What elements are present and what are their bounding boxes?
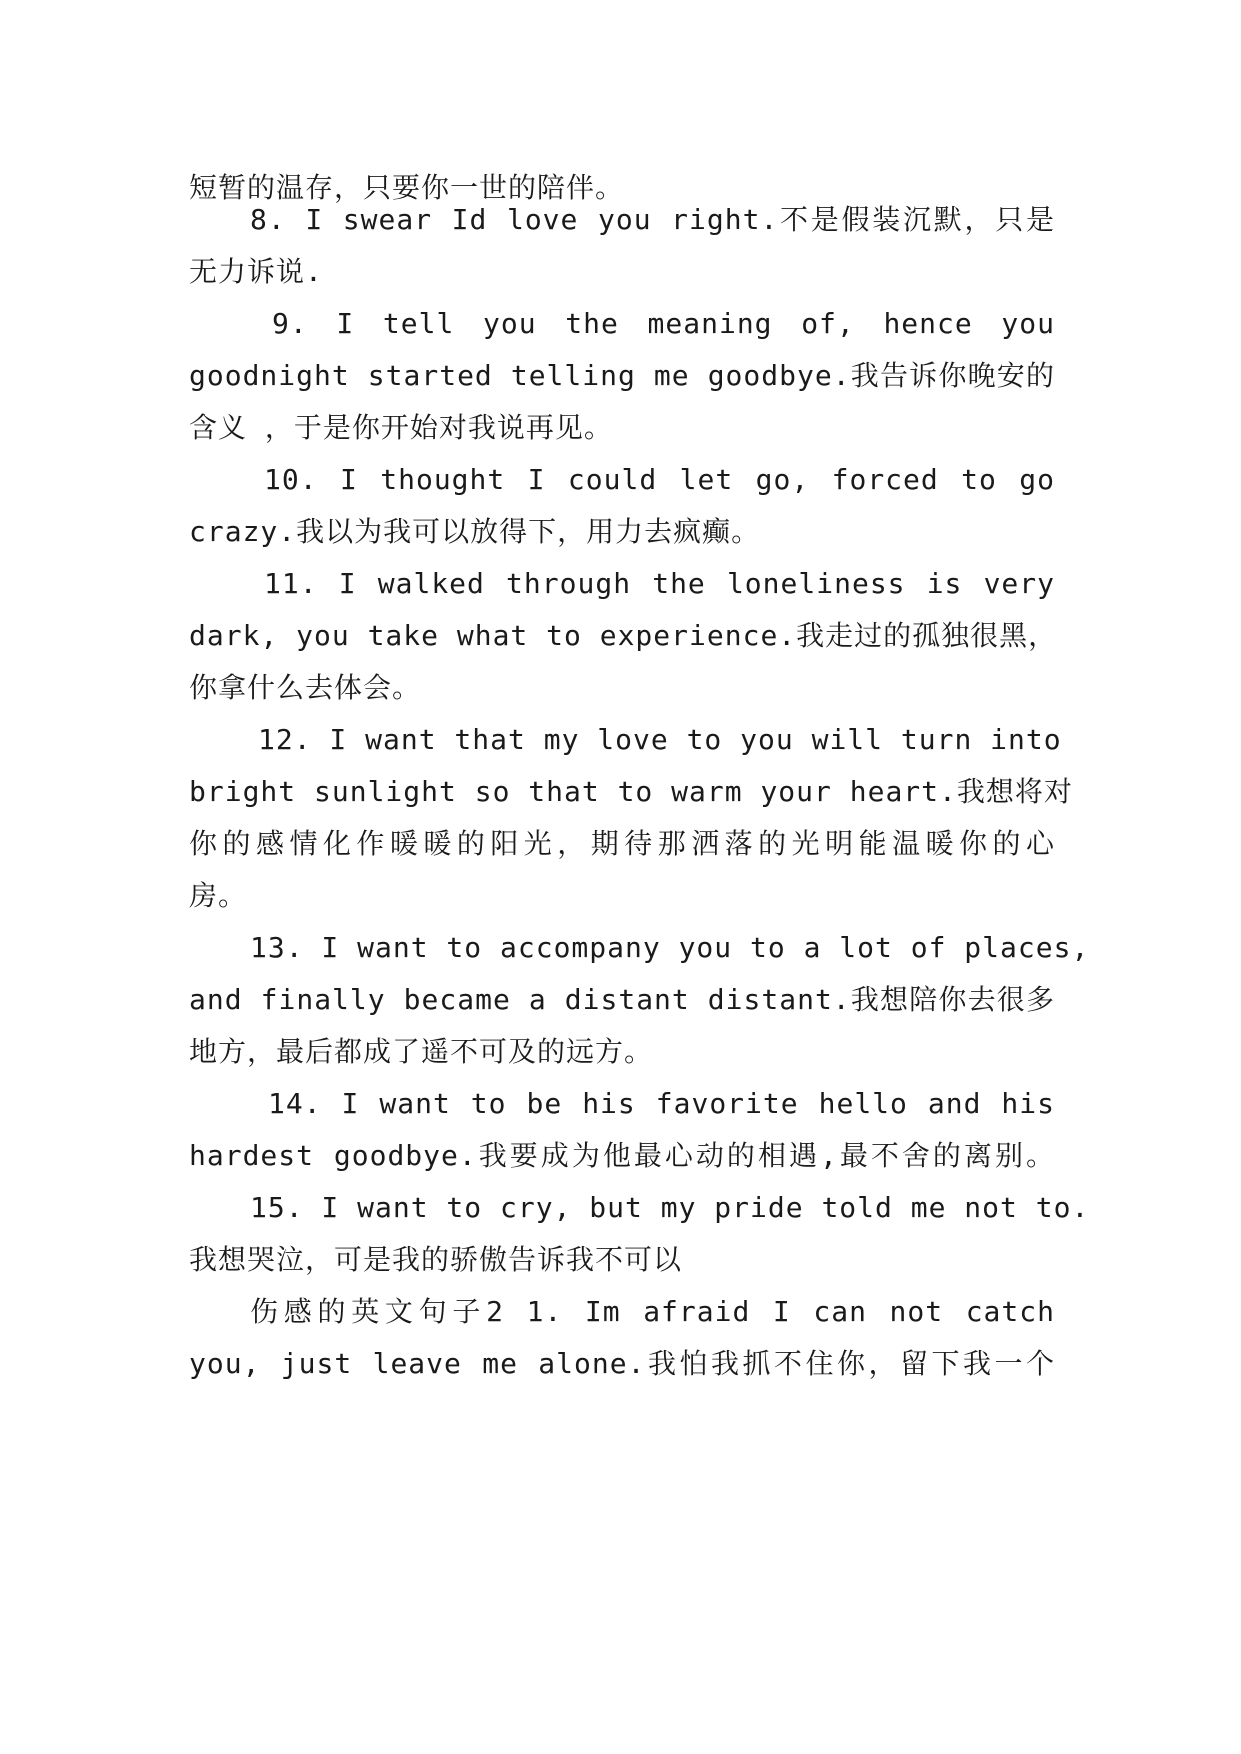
text-line: you, just leave me alone.我怕我抓不住你，留下我一个 [189, 1347, 1055, 1380]
text-line: 14. I want to be his favorite hello and his [268, 1087, 1055, 1120]
text-line: and finally became a distant distant.我想陪你去很多 [189, 983, 1055, 1016]
text-line: bright sunlight so that to warm your heart.我想将对 [189, 775, 1073, 808]
text-line: 短暂的温存，只要你一世的陪伴。 [189, 171, 625, 204]
text-line: crazy.我以为我可以放得下，用力去疯癫。 [189, 515, 761, 548]
text-line: 12. I want that my love to you will turn into [258, 723, 1062, 756]
text-line: 我想哭泣，可是我的骄傲告诉我不可以 [189, 1243, 683, 1276]
text-line: 8. I swear Id love you right.不是假装沉默，只是 [250, 203, 1055, 236]
text-line: goodnight started telling me goodbye.我告诉你晚安的 [189, 359, 1055, 392]
text-line: 含义 ，于是你开始对我说再见。 [189, 411, 613, 444]
text-line: hardest goodbye.我要成为他最心动的相遇,最不舍的离别。 [189, 1139, 1055, 1172]
text-line: 无力诉说. [189, 255, 323, 288]
text-line: 你的感情化作暖暖的阳光，期待那洒落的光明能温暖你的心 [189, 827, 1055, 860]
text-line: 你拿什么去体会。 [189, 671, 422, 704]
text-line: 10. I thought I could let go, forced to go [264, 463, 1055, 496]
text-line: dark, you take what to experience.我走过的孤独很黑， [189, 619, 1058, 652]
text-line: 地方，最后都成了遥不可及的远方。 [189, 1035, 654, 1068]
text-line: 9. I tell you the meaning of, hence you [272, 307, 1055, 340]
text-line: 房。 [189, 879, 248, 912]
text-line: 11. I walked through the loneliness is very [264, 567, 1055, 600]
text-line: 15. I want to cry, but my pride told me not to. [250, 1191, 1090, 1224]
text-line: 13. I want to accompany you to a lot of places, [250, 931, 1090, 964]
text-line: 伤感的英文句子2 1. Im afraid I can not catch [250, 1295, 1055, 1328]
